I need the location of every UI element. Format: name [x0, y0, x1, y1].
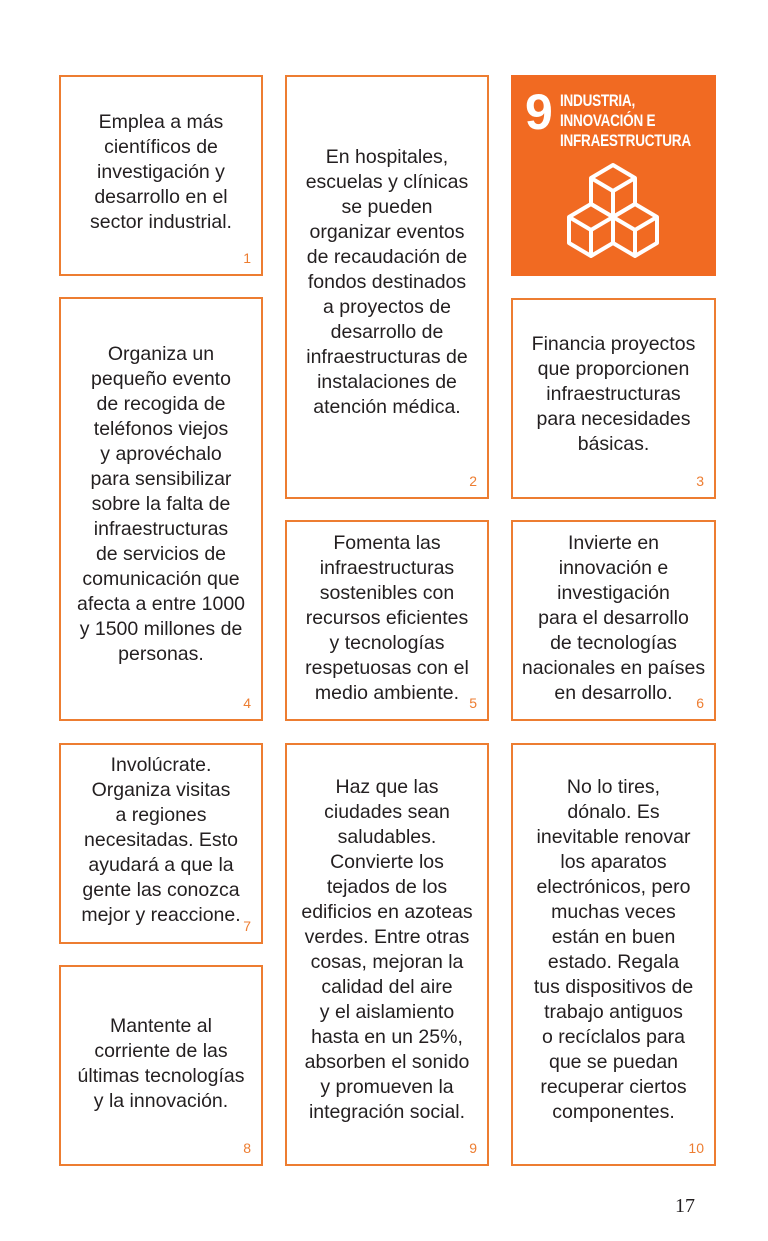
tip-text: Organiza un pequeño evento de recogida de teléfonos viejos y aprovéchalo para sensibilizar sobre la falta de infraestructuras de servicios de comunicación que afecta a entre 1000 y 1500 millones de personas. [76, 342, 246, 665]
tip-text: Involúcrate. Organiza visitas a regiones necesitadas. Esto ayudará a que la gente las conozca mejor y reaccione. [81, 754, 241, 926]
sdg-number: 9 [525, 84, 551, 140]
tip-number: 4 [243, 695, 251, 711]
tip-card [511, 298, 716, 499]
tip-text: Emplea a más científicos de investigación y desarrollo en el sector industrial. [90, 111, 232, 233]
sdg-9-logo [511, 75, 716, 276]
tip-card [511, 520, 716, 721]
tip-text: Fomenta las infraestructuras sostenibles con recursos eficientes y tecnologías respetuosas con el medio ambiente. [305, 532, 469, 704]
sdg-title: INDUSTRIA, INNOVACIÓN E INFRAESTRUCTURA [560, 92, 691, 150]
tip-text: En hospitales, escuelas y clínicas se pueden organizar eventos de recaudación de fondos destinados a proyectos de desarrollo de infraestructuras de instalaciones de atención médica. [305, 146, 469, 418]
tip-text: Mantente al corriente de las últimas tecnologías y la innovación. [77, 1014, 245, 1112]
tip-card [511, 743, 716, 1166]
tip-text: Invierte en innovación e investigación para el desarrollo de tecnologías nacionales en países en desarrollo. [521, 532, 706, 704]
tip-card [59, 743, 263, 944]
tip-number: 9 [469, 1140, 477, 1156]
tip-number: 10 [688, 1140, 704, 1156]
tip-card [59, 297, 263, 721]
tip-number: 8 [243, 1140, 251, 1156]
tip-card [285, 75, 489, 499]
page-number: 17 [675, 1195, 695, 1217]
tip-text: No lo tires, dónalo. Es inevitable renovar los aparatos electrónicos, pero muchas veces están en buen estado. Regala tus dispositivos de trabajo antiguos o recíclalos para que se puedan recuperar ciertos componentes. [533, 775, 694, 1123]
tip-text: Haz que las ciudades sean saludables. Convierte los tejados de los edificios en azoteas verdes. Entre otras cosas, mejoran la calidad del aire y el aislamiento hasta en un 25%, absorben el sonido y promueven la integración social. [301, 775, 473, 1123]
stacked-cubes-icon [511, 75, 716, 276]
tip-card [285, 520, 489, 721]
tip-number: 7 [243, 918, 251, 934]
tip-number: 3 [696, 473, 704, 489]
tip-card [59, 965, 263, 1166]
tip-number: 5 [469, 695, 477, 711]
tip-number: 1 [243, 250, 251, 266]
tip-number: 6 [696, 695, 704, 711]
tip-card [285, 743, 489, 1166]
tip-text: Financia proyectos que proporcionen infraestructuras para necesidades básicas. [531, 333, 696, 455]
tip-card [59, 75, 263, 276]
tip-number: 2 [469, 473, 477, 489]
